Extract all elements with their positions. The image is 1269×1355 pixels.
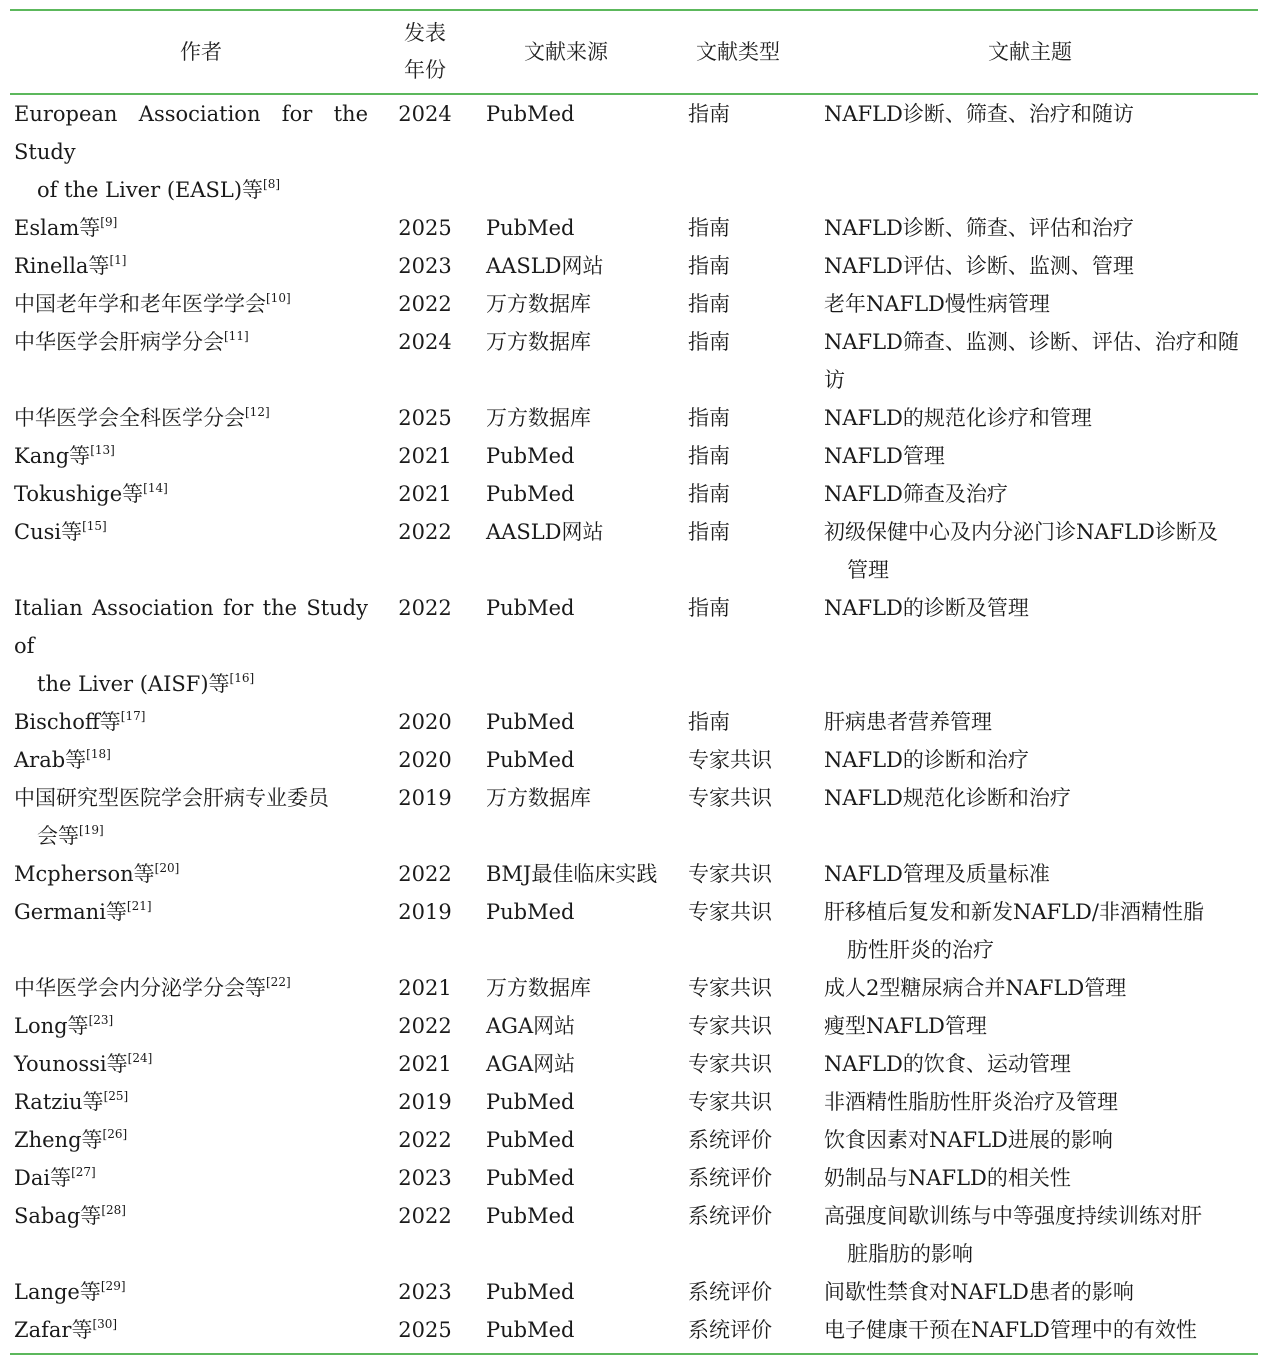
reference-marker: [15] bbox=[82, 519, 107, 533]
author-cell bbox=[10, 323, 392, 399]
topic-cell bbox=[802, 1159, 1258, 1197]
source-cell: PubMed bbox=[486, 482, 575, 506]
header-year-line1: 发表 bbox=[404, 21, 446, 45]
header-source: 文献来源 bbox=[524, 39, 608, 64]
author-text: Eslam等 bbox=[14, 216, 101, 240]
year-cell: 2019 bbox=[398, 900, 452, 924]
author-cell bbox=[10, 399, 392, 437]
table-row bbox=[10, 1159, 1258, 1197]
table-row bbox=[10, 1311, 1258, 1349]
topic-text-line2: 肪性肝炎的治疗 bbox=[847, 938, 994, 962]
table-row bbox=[10, 969, 1258, 1007]
author-text: Kang等 bbox=[14, 444, 91, 468]
header-year-line2: 年份 bbox=[404, 58, 446, 82]
source-cell: PubMed bbox=[486, 710, 575, 734]
source-cell: AGA网站 bbox=[486, 1014, 576, 1038]
table-header bbox=[10, 11, 1258, 93]
year-cell: 2023 bbox=[398, 254, 452, 278]
type-cell: 指南 bbox=[688, 216, 730, 240]
reference-marker: [23] bbox=[88, 1013, 114, 1027]
topic-text: NAFLD管理及质量标准 bbox=[824, 862, 1050, 886]
author-text: Long等 bbox=[14, 1014, 89, 1038]
type-cell: 专家共识 bbox=[688, 1090, 772, 1114]
type-cell: 专家共识 bbox=[688, 1052, 772, 1076]
table-row bbox=[10, 1083, 1258, 1121]
topic-text: NAFLD管理 bbox=[824, 444, 945, 468]
author-cell bbox=[10, 1311, 392, 1349]
table-row bbox=[10, 323, 1258, 399]
author-cell bbox=[10, 1197, 392, 1273]
reference-marker: [14] bbox=[143, 481, 168, 495]
topic-text: 成人2型糖尿病合并NAFLD管理 bbox=[824, 976, 1127, 1000]
topic-text-line2: 管理 bbox=[847, 558, 889, 582]
author-cell bbox=[10, 1273, 392, 1311]
topic-text: 高强度间歇训练与中等强度持续训练对肝 bbox=[824, 1204, 1202, 1228]
reference-marker: [12] bbox=[245, 405, 270, 419]
reference-marker: [25] bbox=[103, 1089, 129, 1103]
year-cell: 2019 bbox=[398, 786, 452, 810]
year-cell: 2025 bbox=[398, 1318, 452, 1342]
year-cell: 2021 bbox=[398, 482, 452, 506]
author-cell bbox=[10, 1159, 392, 1197]
type-cell: 指南 bbox=[688, 710, 730, 734]
table-row bbox=[10, 247, 1258, 285]
topic-text: NAFLD评估、诊断、监测、管理 bbox=[824, 254, 1134, 278]
author-text: Younossi等 bbox=[14, 1052, 128, 1076]
year-cell: 2022 bbox=[398, 1128, 452, 1152]
topic-text: 初级保健中心及内分泌门诊NAFLD诊断及 bbox=[824, 520, 1218, 544]
topic-text: NAFLD筛查及治疗 bbox=[824, 482, 1008, 506]
source-cell: PubMed bbox=[486, 102, 575, 126]
source-cell: PubMed bbox=[486, 1166, 575, 1190]
table-row bbox=[10, 475, 1258, 513]
table-row bbox=[10, 209, 1258, 247]
table-row bbox=[10, 1197, 1258, 1273]
author-text: Zafar等 bbox=[14, 1318, 93, 1342]
topic-text: NAFLD诊断、筛查、评估和治疗 bbox=[824, 216, 1134, 240]
author-cell bbox=[10, 969, 392, 1007]
author-cell bbox=[10, 1121, 392, 1159]
type-cell: 专家共识 bbox=[688, 976, 772, 1000]
reference-marker: [21] bbox=[126, 899, 152, 913]
type-cell: 专家共识 bbox=[688, 862, 772, 886]
author-cell bbox=[10, 779, 392, 855]
author-text: 中华医学会全科医学分会 bbox=[14, 406, 245, 430]
type-cell: 指南 bbox=[688, 102, 730, 126]
author-text: Italian Association for the Study of bbox=[14, 596, 368, 658]
topic-cell bbox=[802, 285, 1258, 323]
author-text: 中华医学会内分泌学分会等 bbox=[14, 976, 266, 1000]
author-cell bbox=[10, 741, 392, 779]
topic-cell bbox=[802, 1007, 1258, 1045]
source-cell: PubMed bbox=[486, 900, 575, 924]
topic-cell bbox=[802, 323, 1258, 399]
table-row bbox=[10, 1273, 1258, 1311]
table-body bbox=[10, 95, 1258, 1349]
topic-cell bbox=[802, 513, 1258, 589]
source-cell: 万方数据库 bbox=[486, 786, 591, 810]
table-row bbox=[10, 1121, 1258, 1159]
author-cell bbox=[10, 437, 392, 475]
author-text: Sabag等 bbox=[14, 1204, 102, 1228]
source-cell: 万方数据库 bbox=[486, 292, 591, 316]
topic-cell bbox=[802, 893, 1258, 969]
topic-text: NAFLD的规范化诊疗和管理 bbox=[824, 406, 1092, 430]
type-cell: 指南 bbox=[688, 406, 730, 430]
table-row bbox=[10, 893, 1258, 969]
topic-cell bbox=[802, 1045, 1258, 1083]
topic-cell bbox=[802, 209, 1258, 247]
topic-cell bbox=[802, 1197, 1258, 1273]
year-cell: 2025 bbox=[398, 216, 452, 240]
table-row bbox=[10, 589, 1258, 703]
reference-marker: [30] bbox=[92, 1317, 118, 1331]
author-text: Germani等 bbox=[14, 900, 127, 924]
author-cell bbox=[10, 513, 392, 589]
author-cell bbox=[10, 285, 392, 323]
topic-cell bbox=[802, 589, 1258, 703]
header-type: 文献类型 bbox=[696, 39, 780, 64]
source-cell: PubMed bbox=[486, 444, 575, 468]
type-cell: 系统评价 bbox=[688, 1318, 772, 1342]
author-text-cont bbox=[14, 171, 368, 209]
reference-marker: [26] bbox=[102, 1127, 128, 1141]
table-row bbox=[10, 1007, 1258, 1045]
reference-marker: [8] bbox=[263, 177, 281, 191]
author-cell bbox=[10, 247, 392, 285]
author-cell bbox=[10, 1083, 392, 1121]
table-row bbox=[10, 855, 1258, 893]
topic-text: 肝病患者营养管理 bbox=[824, 710, 992, 734]
author-cell bbox=[10, 589, 392, 703]
header-year bbox=[392, 15, 458, 89]
author-cell bbox=[10, 1007, 392, 1045]
author-cell bbox=[10, 475, 392, 513]
author-text: Mcpherson等 bbox=[14, 862, 155, 886]
source-cell: BMJ最佳临床实践 bbox=[486, 862, 658, 886]
topic-cell bbox=[802, 779, 1258, 855]
source-cell: PubMed bbox=[486, 1318, 575, 1342]
type-cell: 专家共识 bbox=[688, 1014, 772, 1038]
reference-marker: [1] bbox=[109, 253, 127, 267]
source-cell: PubMed bbox=[486, 748, 575, 772]
author-cell bbox=[10, 893, 392, 969]
topic-text-line2: 脏脂肪的影响 bbox=[847, 1242, 973, 1266]
year-cell: 2021 bbox=[398, 976, 452, 1000]
type-cell: 指南 bbox=[688, 292, 730, 316]
author-text-line2: the Liver (AISF)等 bbox=[37, 672, 230, 696]
table-row bbox=[10, 1045, 1258, 1083]
author-text: Zheng等 bbox=[14, 1128, 103, 1152]
table-row bbox=[10, 437, 1258, 475]
type-cell: 指南 bbox=[688, 330, 730, 354]
topic-text: NAFLD规范化诊断和治疗 bbox=[824, 786, 1071, 810]
table-row bbox=[10, 513, 1258, 589]
topic-text: 间歇性禁食对NAFLD患者的影响 bbox=[824, 1280, 1134, 1304]
year-cell: 2021 bbox=[398, 444, 452, 468]
reference-marker: [29] bbox=[100, 1279, 126, 1293]
topic-text: NAFLD的饮食、运动管理 bbox=[824, 1052, 1071, 1076]
author-text-cont bbox=[14, 817, 368, 855]
author-text: European Association for the Study bbox=[14, 102, 368, 164]
author-text: Cusi等 bbox=[14, 520, 83, 544]
topic-cell bbox=[802, 1273, 1258, 1311]
year-cell: 2023 bbox=[398, 1166, 452, 1190]
source-cell: PubMed bbox=[486, 216, 575, 240]
type-cell: 指南 bbox=[688, 482, 730, 506]
table-row bbox=[10, 703, 1258, 741]
reference-marker: [13] bbox=[90, 443, 115, 457]
author-text: Ratziu等 bbox=[14, 1090, 104, 1114]
topic-text: 老年NAFLD慢性病管理 bbox=[824, 292, 1050, 316]
topic-text: 肝移植后复发和新发NAFLD/非酒精性脂 bbox=[824, 900, 1204, 924]
source-cell: AGA网站 bbox=[486, 1052, 576, 1076]
topic-cell bbox=[802, 247, 1258, 285]
table-row bbox=[10, 285, 1258, 323]
table-row bbox=[10, 779, 1258, 855]
source-cell: 万方数据库 bbox=[486, 330, 591, 354]
author-cell bbox=[10, 209, 392, 247]
author-text: Lange等 bbox=[14, 1280, 101, 1304]
topic-text: NAFLD的诊断和治疗 bbox=[824, 748, 1029, 772]
reference-marker: [27] bbox=[71, 1165, 96, 1179]
reference-marker: [17] bbox=[120, 709, 146, 723]
author-cell bbox=[10, 95, 392, 209]
type-cell: 系统评价 bbox=[688, 1204, 772, 1228]
year-cell: 2022 bbox=[398, 1014, 452, 1038]
source-cell: AASLD网站 bbox=[486, 254, 604, 278]
author-text-cont bbox=[14, 665, 368, 703]
type-cell: 系统评价 bbox=[688, 1280, 772, 1304]
topic-text: 瘦型NAFLD管理 bbox=[824, 1014, 987, 1038]
reference-marker: [19] bbox=[79, 823, 104, 837]
year-cell: 2022 bbox=[398, 862, 452, 886]
year-cell: 2020 bbox=[398, 748, 452, 772]
author-cell bbox=[10, 703, 392, 741]
author-text-line2: 会等 bbox=[37, 824, 79, 848]
year-cell: 2025 bbox=[398, 406, 452, 430]
reference-marker: [22] bbox=[266, 975, 291, 989]
source-cell: PubMed bbox=[486, 1090, 575, 1114]
year-cell: 2022 bbox=[398, 1204, 452, 1228]
source-cell: 万方数据库 bbox=[486, 406, 591, 430]
reference-marker: [20] bbox=[154, 861, 180, 875]
author-text: Rinella等 bbox=[14, 254, 110, 278]
topic-cell bbox=[802, 855, 1258, 893]
year-cell: 2024 bbox=[398, 330, 452, 354]
type-cell: 指南 bbox=[688, 254, 730, 278]
year-cell: 2023 bbox=[398, 1280, 452, 1304]
topic-cell bbox=[802, 1121, 1258, 1159]
author-text: Tokushige等 bbox=[14, 482, 144, 506]
type-cell: 系统评价 bbox=[688, 1128, 772, 1152]
source-cell: PubMed bbox=[486, 596, 575, 620]
topic-text: 电子健康干预在NAFLD管理中的有效性 bbox=[824, 1318, 1197, 1342]
topic-text: NAFLD筛查、监测、诊断、评估、治疗和随访 bbox=[824, 330, 1239, 392]
year-cell: 2024 bbox=[398, 102, 452, 126]
author-cell bbox=[10, 855, 392, 893]
topic-text: 非酒精性脂肪性肝炎治疗及管理 bbox=[824, 1090, 1118, 1114]
topic-text: NAFLD的诊断及管理 bbox=[824, 596, 1029, 620]
table-row bbox=[10, 741, 1258, 779]
reference-marker: [18] bbox=[86, 747, 111, 761]
topic-cell bbox=[802, 741, 1258, 779]
table-row bbox=[10, 95, 1258, 209]
year-cell: 2020 bbox=[398, 710, 452, 734]
author-text: 中国老年学和老年医学学会 bbox=[14, 292, 266, 316]
type-cell: 指南 bbox=[688, 444, 730, 468]
topic-cell bbox=[802, 969, 1258, 1007]
type-cell: 指南 bbox=[688, 520, 730, 544]
literature-table bbox=[10, 9, 1258, 1355]
topic-cell bbox=[802, 399, 1258, 437]
reference-marker: [24] bbox=[127, 1051, 153, 1065]
type-cell: 专家共识 bbox=[688, 786, 772, 810]
author-text: Arab等 bbox=[14, 748, 87, 772]
topic-text: 奶制品与NAFLD的相关性 bbox=[824, 1166, 1071, 1190]
type-cell: 系统评价 bbox=[688, 1166, 772, 1190]
reference-marker: [9] bbox=[100, 215, 118, 229]
type-cell: 专家共识 bbox=[688, 748, 772, 772]
author-cell bbox=[10, 1045, 392, 1083]
source-cell: AASLD网站 bbox=[486, 520, 604, 544]
year-cell: 2021 bbox=[398, 1052, 452, 1076]
reference-marker: [16] bbox=[229, 671, 255, 685]
header-author: 作者 bbox=[180, 39, 222, 64]
year-cell: 2022 bbox=[398, 292, 452, 316]
author-text: Dai等 bbox=[14, 1166, 72, 1190]
topic-text: 饮食因素对NAFLD进展的影响 bbox=[824, 1128, 1113, 1152]
type-cell: 指南 bbox=[688, 596, 730, 620]
source-cell: PubMed bbox=[486, 1280, 575, 1304]
type-cell: 专家共识 bbox=[688, 900, 772, 924]
topic-text: NAFLD诊断、筛查、治疗和随访 bbox=[824, 102, 1134, 126]
topic-cell bbox=[802, 703, 1258, 741]
author-text: 中国研究型医院学会肝病专业委员 bbox=[14, 786, 329, 810]
topic-cell bbox=[802, 1083, 1258, 1121]
author-text: 中华医学会肝病学分会 bbox=[14, 330, 224, 354]
year-cell: 2022 bbox=[398, 520, 452, 544]
source-cell: PubMed bbox=[486, 1204, 575, 1228]
reference-marker: [11] bbox=[224, 329, 249, 343]
year-cell: 2019 bbox=[398, 1090, 452, 1114]
topic-cell bbox=[802, 1311, 1258, 1349]
year-cell: 2022 bbox=[398, 596, 452, 620]
source-cell: 万方数据库 bbox=[486, 976, 591, 1000]
topic-cell bbox=[802, 475, 1258, 513]
author-text: Bischoff等 bbox=[14, 710, 121, 734]
reference-marker: [10] bbox=[266, 291, 291, 305]
topic-cell bbox=[802, 437, 1258, 475]
reference-marker: [28] bbox=[101, 1203, 126, 1217]
topic-cell bbox=[802, 95, 1258, 209]
table-row bbox=[10, 399, 1258, 437]
header-topic: 文献主题 bbox=[988, 39, 1072, 64]
source-cell: PubMed bbox=[486, 1128, 575, 1152]
author-text-line2: of the Liver (EASL)等 bbox=[37, 178, 264, 202]
